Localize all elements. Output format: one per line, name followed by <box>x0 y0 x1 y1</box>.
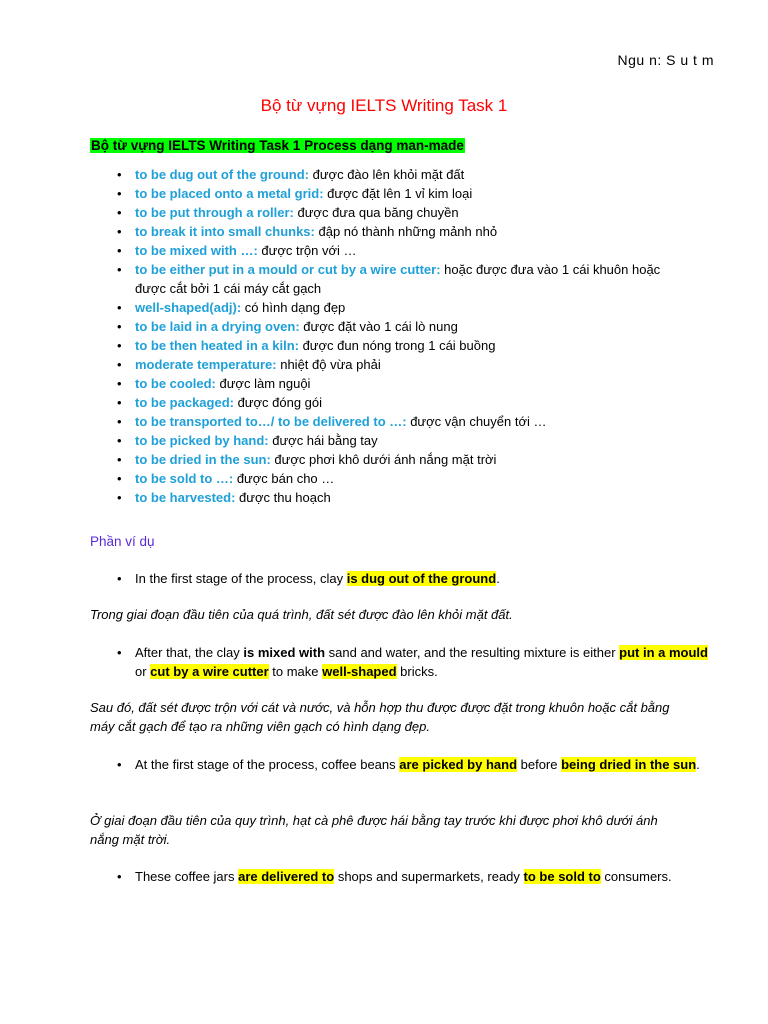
vocab-meaning: nhiệt độ vừa phải <box>276 357 381 372</box>
example-text: before <box>517 757 562 772</box>
vocab-meaning: hoặc được đưa vào 1 cái khuôn hoặc được cắt bởi 1 cái máy cắt gạch <box>135 262 661 296</box>
vocab-item <box>113 431 673 450</box>
example-sentence <box>113 643 715 681</box>
vocab-term: to be harvested: <box>135 490 236 505</box>
vocab-item <box>113 374 673 393</box>
vocab-meaning: được thu hoạch <box>235 490 331 505</box>
vocab-item <box>113 469 673 488</box>
vocab-term: well-shaped(adj): <box>135 300 242 315</box>
vocab-item <box>113 165 673 184</box>
vocab-item <box>113 317 673 336</box>
vocab-term: to be placed onto a metal grid: <box>135 186 324 201</box>
highlighted-phrase: to be sold to <box>523 869 601 884</box>
example-sentence <box>113 755 715 774</box>
vocab-term: to be mixed with …: <box>135 243 258 258</box>
section-subtitle: Bộ từ vựng IELTS Writing Task 1 Process dạng man-made <box>91 138 464 153</box>
example-text: At the first stage of the process, coffee beans <box>135 757 400 772</box>
example-text: After that, the clay <box>135 645 244 660</box>
highlighted-phrase: being dried in the sun <box>561 757 697 772</box>
vocab-item <box>113 450 673 469</box>
bold-phrase: is mixed with <box>243 645 326 660</box>
vocab-term: to be dried in the sun: <box>135 452 271 467</box>
vocab-term: to be dug out of the ground: <box>135 167 310 182</box>
vocab-item <box>113 393 673 412</box>
example-text: . <box>696 757 700 772</box>
example-text: sand and water, and the resulting mixture is either <box>325 645 620 660</box>
vocab-item <box>113 298 673 317</box>
vocab-term: to be laid in a drying oven: <box>135 319 300 334</box>
example-translation: Trong giai đoạn đầu tiên của quá trình, đất sét được đào lên khỏi mặt đất. <box>90 607 513 622</box>
example-translation: Sau đó, đất sét được trộn với cát và nước, và hỗn hợp thu được được đặt trong khuôn hoặc cắt bằng máy cắt gạch để tạo ra những viên gạch có hình dạng đẹp. <box>90 700 670 734</box>
highlighted-phrase: are delivered to <box>238 869 335 884</box>
example-text: or <box>135 664 151 679</box>
source-note: Ngu n: S u t m <box>617 52 714 68</box>
vocab-meaning: có hình dạng đẹp <box>241 300 346 315</box>
vocab-term: to be picked by hand: <box>135 433 269 448</box>
example-text: These coffee jars <box>135 869 239 884</box>
highlighted-phrase: well-shaped <box>322 664 397 679</box>
vocab-term: moderate temperature: <box>135 357 277 372</box>
example-text: to make <box>268 664 323 679</box>
vocab-term: to be put through a roller: <box>135 205 294 220</box>
example-text: shops and supermarkets, ready <box>334 869 524 884</box>
example-translation: Ở giai đoạn đầu tiên của quy trình, hạt cà phê được hái bằng tay trước khi được phơi khô dưới ánh nắng mặt trời. <box>90 813 658 847</box>
vocab-item <box>113 355 673 374</box>
vocab-item <box>113 222 673 241</box>
highlighted-phrase: cut by a wire cutter <box>150 664 269 679</box>
vocab-meaning: được hái bằng tay <box>268 433 378 448</box>
vocab-term: to be sold to …: <box>135 471 234 486</box>
vocab-meaning: được trộn với … <box>257 243 357 258</box>
vocab-item <box>113 336 673 355</box>
example-sentence <box>113 569 715 588</box>
vocab-meaning: được đặt vào 1 cái lò nung <box>299 319 458 334</box>
example-text: bricks. <box>396 664 438 679</box>
vocab-term: to be transported to…/ to be delivered to …: <box>135 414 407 429</box>
example-sentence <box>113 867 715 886</box>
vocab-list <box>113 165 673 507</box>
vocab-meaning: được đưa qua băng chuyền <box>293 205 459 220</box>
vocab-meaning: được vận chuyển tới … <box>406 414 547 429</box>
vocab-meaning: đập nó thành những mảnh nhỏ <box>314 224 498 239</box>
vocab-meaning: được đóng gói <box>233 395 323 410</box>
example-text: . <box>496 571 500 586</box>
vocab-meaning: được bán cho … <box>233 471 335 486</box>
vocab-term: to break it into small chunks: <box>135 224 315 239</box>
highlighted-phrase: is dug out of the ground <box>346 571 497 586</box>
vocab-meaning: được đun nóng trong 1 cái buồng <box>298 338 496 353</box>
highlighted-phrase: are picked by hand <box>399 757 518 772</box>
vocab-item <box>113 241 673 260</box>
vocab-item <box>113 412 673 431</box>
vocab-term: to be then heated in a kiln: <box>135 338 299 353</box>
highlighted-phrase: put in a mould <box>619 645 708 660</box>
example-text: In the first stage of the process, clay <box>135 571 347 586</box>
vocab-item <box>113 260 673 298</box>
vocab-meaning: được đào lên khỏi mặt đất <box>309 167 465 182</box>
example-text: consumers. <box>600 869 672 884</box>
vocab-item <box>113 488 673 507</box>
vocab-term: to be packaged: <box>135 395 234 410</box>
vocab-item <box>113 184 673 203</box>
vocab-meaning: được làm nguội <box>215 376 311 391</box>
vocab-meaning: được phơi khô dưới ánh nắng mặt trời <box>270 452 497 467</box>
vocab-term: to be cooled: <box>135 376 216 391</box>
examples-heading: Phần ví dụ <box>90 534 155 549</box>
vocab-term: to be either put in a mould or cut by a wire cutter: <box>135 262 441 277</box>
vocab-meaning: được đặt lên 1 vỉ kim loại <box>323 186 473 201</box>
page-title: Bộ từ vựng IELTS Writing Task 1 <box>260 96 508 115</box>
vocab-item <box>113 203 673 222</box>
